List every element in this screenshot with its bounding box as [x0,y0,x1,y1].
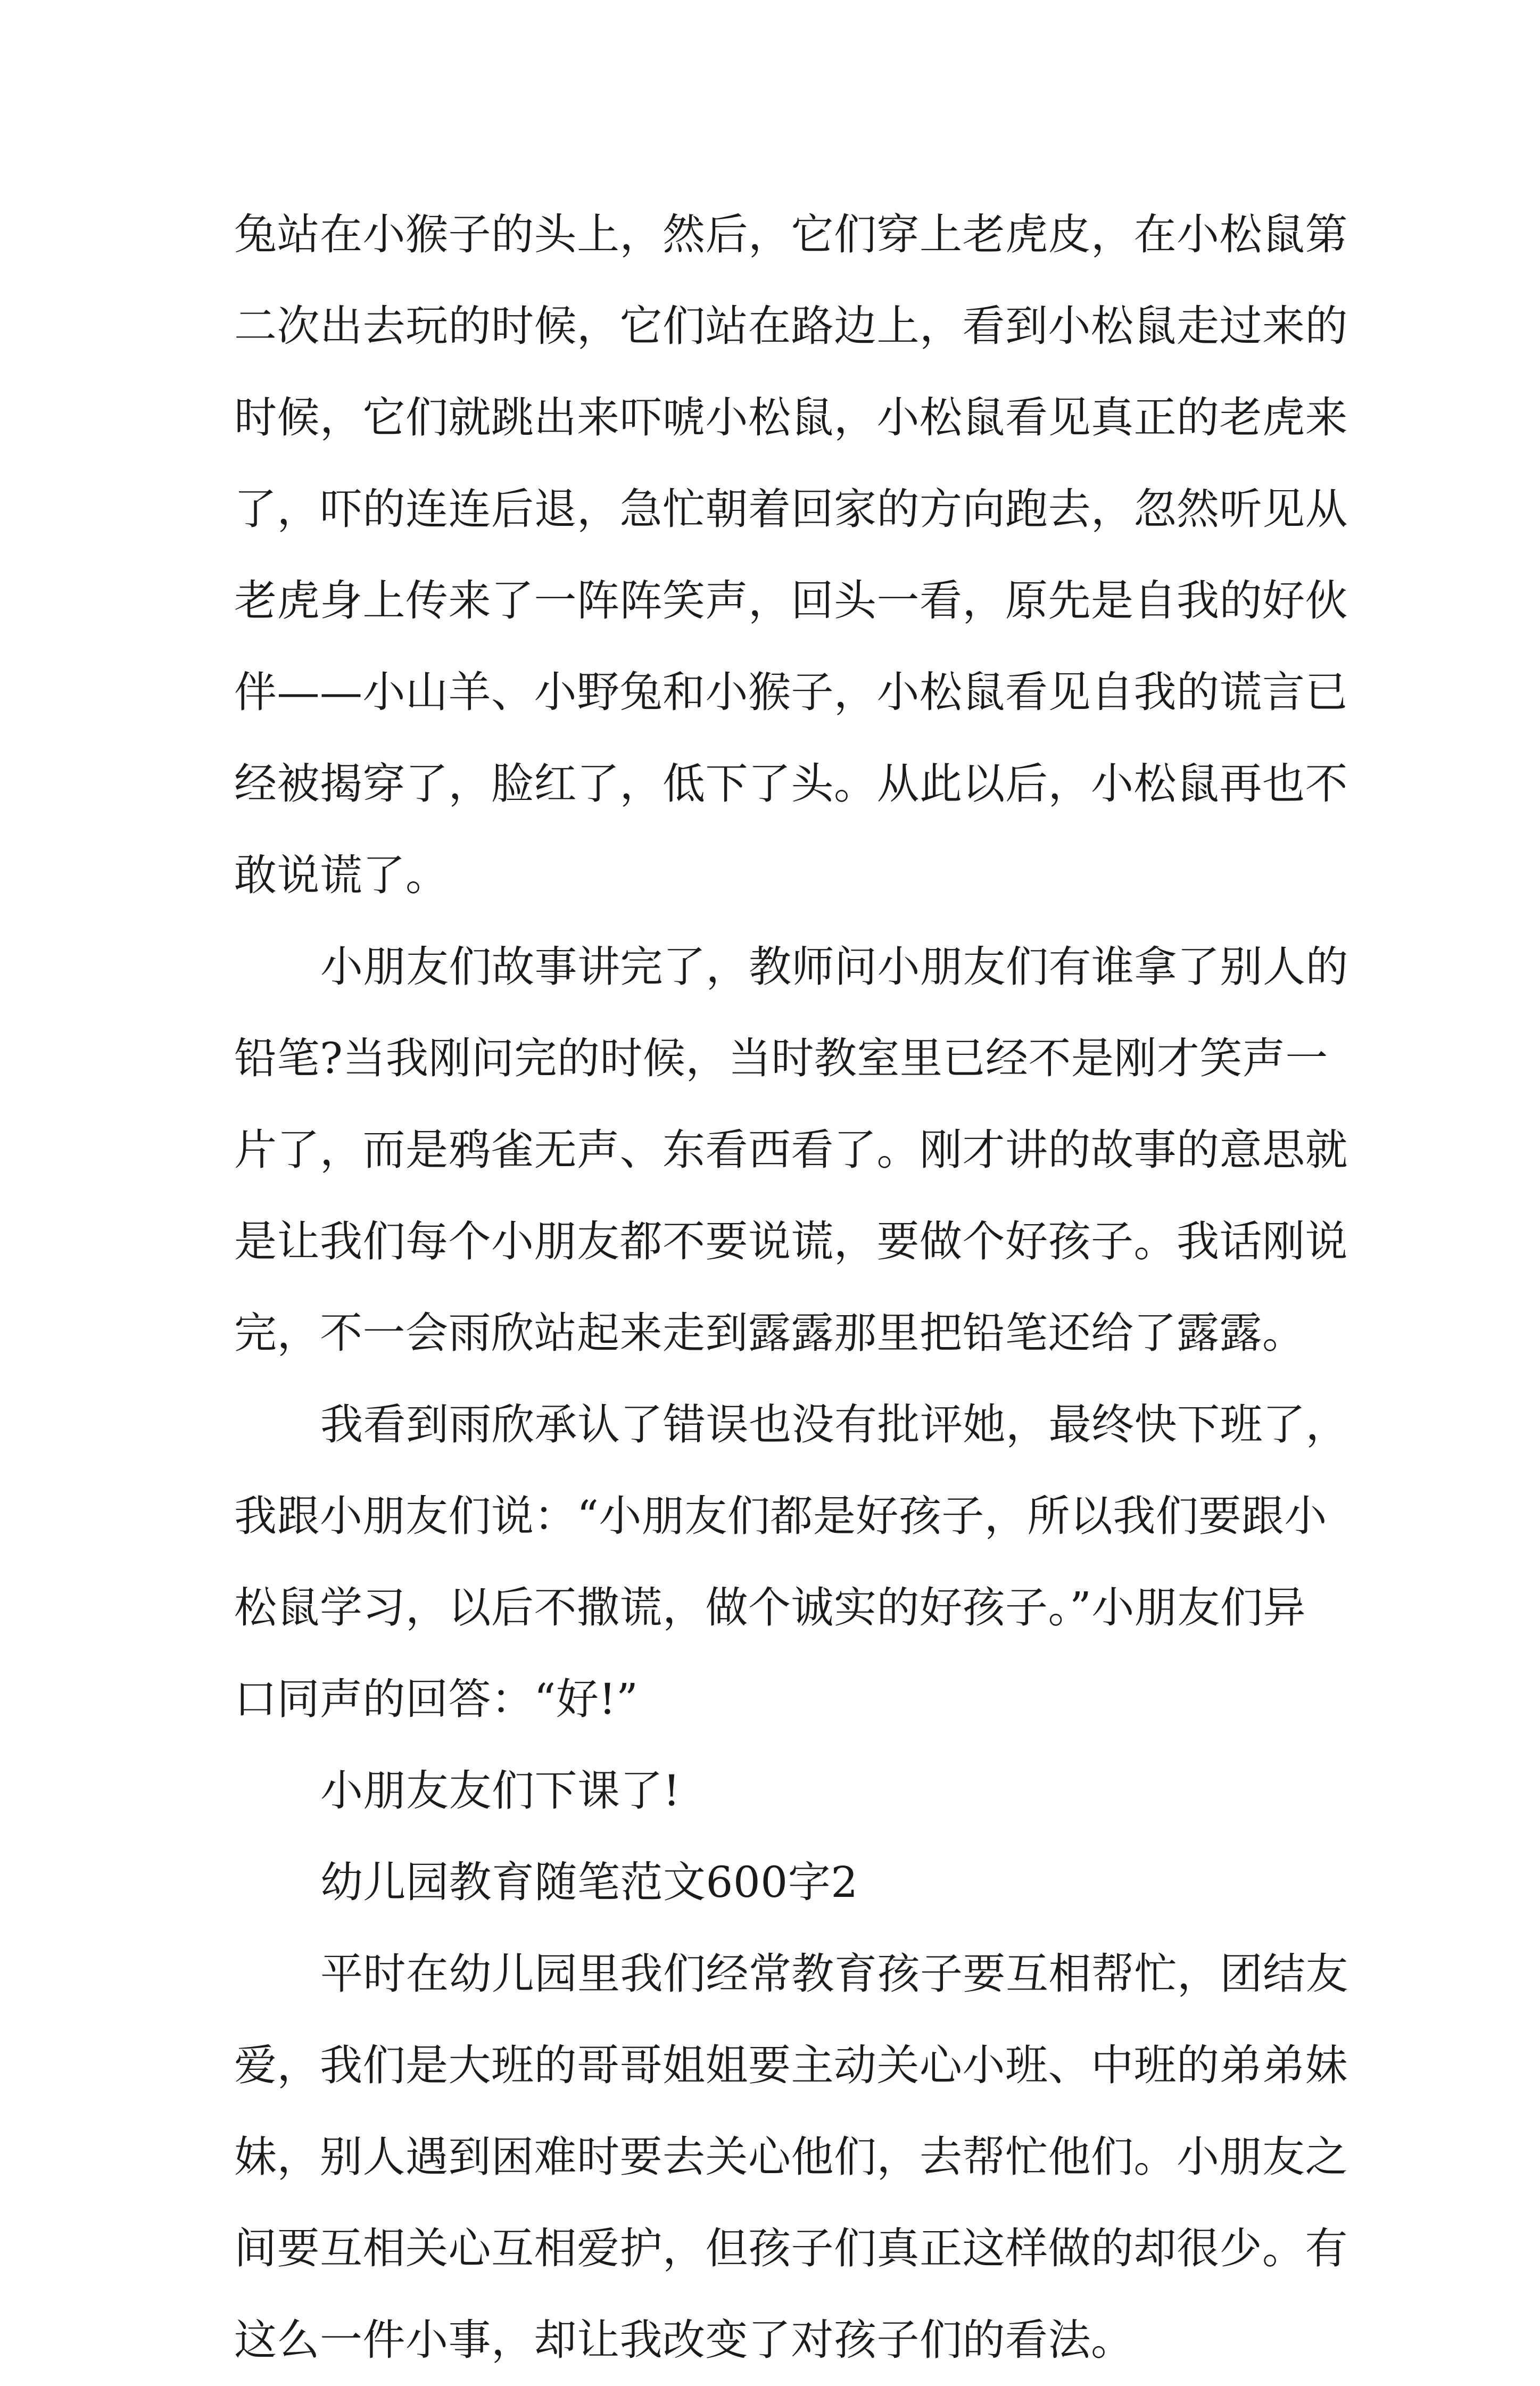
text-line: 间要互相关心互相爱护，但孩子们真正这样做的却很少。有 [234,2224,1348,2273]
text-line: 伴——小山羊、小野兔和小猴子，小松鼠看见自我的谎言已 [234,667,1348,717]
text-line: 幼儿园教育随笔范文600字2 [320,1857,858,1907]
text-line: 经被揭穿了，脸红了，低下了头。从此以后，小松鼠再也不 [234,759,1348,808]
text-line: 时候，它们就跳出来吓唬小松鼠，小松鼠看见真正的老虎来 [234,393,1348,442]
text-line: 爱，我们是大班的哥哥姐姐要主动关心小班、中班的弟弟妹 [234,2041,1348,2090]
text-line: 小朋友们故事讲完了，教师问小朋友们有谁拿了别人的 [320,942,1348,992]
text-line: 我看到雨欣承认了错误也没有批评她，最终快下班了， [320,1400,1348,1449]
text-line: 完，不一会雨欣站起来走到露露那里把铅笔还给了露露。 [234,1308,1305,1358]
text-line: 了，吓的连连后退，急忙朝着回家的方向跑去，忽然听见从 [234,484,1348,534]
text-line: 这么一件小事，却让我改变了对孩子们的看法。 [234,2315,1134,2365]
text-line: 妹，别人遇到困难时要去关心他们，去帮忙他们。小朋友之 [234,2132,1348,2182]
text-line: 我跟小朋友们说：“小朋友们都是好孩子，所以我们要跟小 [234,1491,1327,1541]
text-line: 小朋友友们下课了! [320,1766,681,1815]
text-line: 敢说谎了。 [234,851,449,900]
text-line: 兔站在小猴子的头上，然后，它们穿上老虎皮，在小松鼠第 [234,210,1348,259]
text-line: 是让我们每个小朋友都不要说谎，要做个好孩子。我话刚说 [234,1217,1348,1266]
text-line: 老虎身上传来了一阵阵笑声，回头一看，原先是自我的好伙 [234,576,1348,625]
text-line: 平时在幼儿园里我们经常教育孩子要互相帮忙，团结友 [320,1949,1348,1999]
text-line: 片了，而是鸦雀无声、东看西看了。刚才讲的故事的意思就 [234,1125,1348,1175]
body-text [234,189,1348,2386]
text-line: 口同声的回答：“好!” [234,1674,639,1724]
text-line: 二次出去玩的时候，它们站在路边上，看到小松鼠走过来的 [234,301,1348,351]
text-line: 松鼠学习，以后不撒谎，做个诚实的好孩子。”小朋友们异 [234,1583,1306,1632]
text-line: 铅笔?当我刚问完的时候，当时教室里已经不是刚才笑声一 [234,1034,1328,1083]
